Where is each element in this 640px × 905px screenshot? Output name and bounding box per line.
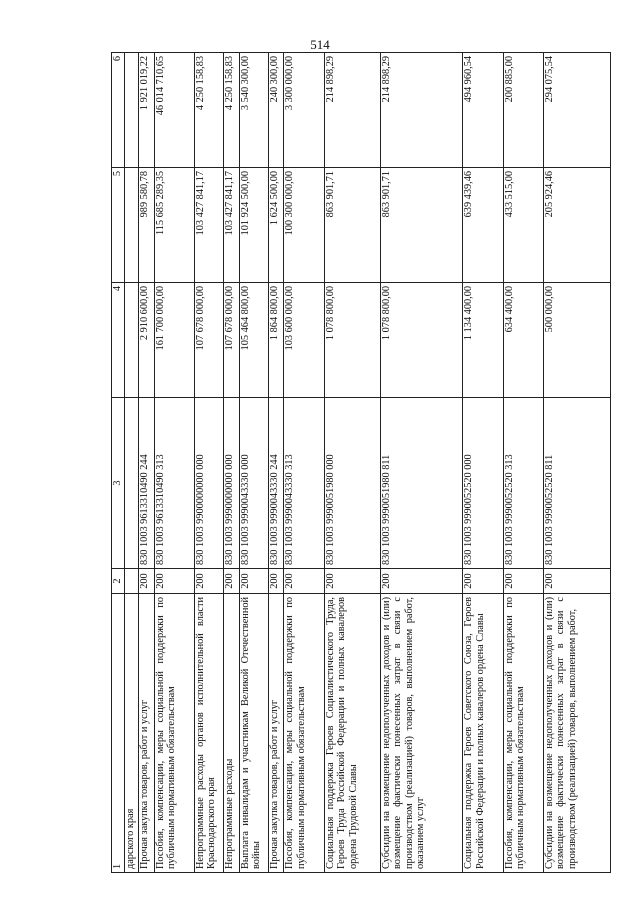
row-amount-diff: 4 250 158,83 [223,53,239,168]
row-amount-plan: 1 078 800,00 [324,283,380,398]
row-amount-diff: 214 898,29 [324,53,380,168]
table-row [380,53,463,873]
row-code: 200 [154,569,194,594]
row-amount-diff [125,53,139,168]
row-amount-exec: 989 580,78 [139,168,155,283]
table-row [194,53,223,873]
table-row [284,53,324,873]
table-row [268,53,284,873]
row-code: 200 [223,569,239,594]
column-header-1: 1 [112,594,125,873]
row-classification: 830 1003 9990051980 000 [324,398,380,569]
row-name: Прочая закупка товаров, работ и услуг [139,594,155,873]
row-classification: 830 1003 9990051980 811 [380,398,463,569]
row-classification: 830 1003 9990043330 313 [284,398,324,569]
table-row [139,53,155,873]
header-row [112,53,125,873]
row-amount-diff: 3 300 000,00 [284,53,324,168]
row-name: Субсидии на возмещение недополученных доходов и (или) возмещение фактически понесенных затрат в связи с производством (реализацией) товаров, выполнением работ, [543,594,610,873]
row-name: Пособия, компенсации, меры социальной поддержки по публичным нормативным обязательствам [503,594,543,873]
row-classification: 830 1003 9613310490 244 [139,398,155,569]
row-amount-exec [125,168,139,283]
row-name: Прочая закупка товаров, работ и услуг [268,594,284,873]
row-code: 200 [239,569,268,594]
row-name: Социальная поддержка Героев Советского Союза, Героев Российской Федерации и полных кавалеров ордена Славы [463,594,503,873]
row-amount-diff: 46 014 710,65 [154,53,194,168]
row-amount-plan [125,283,139,398]
row-amount-diff: 294 075,54 [543,53,610,168]
table-row [223,53,239,873]
row-classification: 830 1003 9990052520 811 [543,398,610,569]
row-name: дарского края [125,594,139,873]
row-amount-diff: 214 898,29 [380,53,463,168]
column-header-6: 6 [112,53,125,168]
row-amount-exec: 863 901,71 [324,168,380,283]
row-classification: 830 1003 9990052520 313 [503,398,543,569]
row-amount-exec: 205 924,46 [543,168,610,283]
row-amount-diff: 200 885,00 [503,53,543,168]
row-amount-diff: 4 250 158,83 [194,53,223,168]
row-amount-exec: 100 300 000,00 [284,168,324,283]
row-classification: 830 1003 9990000000 000 [223,398,239,569]
row-amount-plan: 2 910 600,00 [139,283,155,398]
row-code: 200 [139,569,155,594]
row-amount-plan: 107 678 000,00 [223,283,239,398]
row-amount-exec: 639 439,46 [463,168,503,283]
row-amount-diff: 1 921 019,22 [139,53,155,168]
row-amount-plan: 1 078 800,00 [380,283,463,398]
row-classification: 830 1003 9990043330 000 [239,398,268,569]
row-classification: 830 1003 9613310490 313 [154,398,194,569]
row-amount-plan: 500 000,00 [543,283,610,398]
row-amount-exec: 103 427 841,17 [194,168,223,283]
row-amount-exec: 433 515,00 [503,168,543,283]
row-amount-diff: 494 960,54 [463,53,503,168]
row-classification: 830 1003 9990052520 000 [463,398,503,569]
row-amount-plan: 161 700 000,00 [154,283,194,398]
column-header-2: 2 [112,569,125,594]
table-row [463,53,503,873]
row-amount-plan: 103 600 000,00 [284,283,324,398]
table-row [154,53,194,873]
row-classification: 830 1003 9900000000 000 [194,398,223,569]
row-amount-plan: 105 464 800,00 [239,283,268,398]
column-header-5: 5 [112,168,125,283]
row-code: 200 [284,569,324,594]
row-amount-exec: 863 901,71 [380,168,463,283]
rotated-table-container [111,56,611,873]
row-code: 200 [324,569,380,594]
table-row [324,53,380,873]
row-classification [125,398,139,569]
row-code: 200 [268,569,284,594]
row-code: 200 [543,569,610,594]
row-name: Социальная поддержка Героев Социалистического Труда, Героев Труда Российской Федерации и полных кавалеров ордена Трудовой Славы [324,594,380,873]
row-amount-plan: 634 400,00 [503,283,543,398]
row-amount-plan: 1 134 400,00 [463,283,503,398]
row-name: Пособия, компенсации, меры социальной поддержки по публичным нормативным обязательствам [154,594,194,873]
row-amount-exec: 1 624 500,00 [268,168,284,283]
page-number: 514 [310,37,330,52]
table-row [125,53,139,873]
row-classification: 830 1003 9990043330 244 [268,398,284,569]
table-row [543,53,610,873]
row-amount-exec: 103 427 841,17 [223,168,239,283]
row-amount-plan: 107 678 000,00 [194,283,223,398]
table-row [239,53,268,873]
row-name: Субсидии на возмещение недополученных доходов и (или) возмещение фактически понесенных затрат в связи с производством (реализацией) товаров, выполнением работ, оказанием услуг [380,594,463,873]
row-name: Непрограммные расходы [223,594,239,873]
row-amount-diff: 3 540 300,00 [239,53,268,168]
row-code [125,569,139,594]
column-header-3: 3 [112,398,125,569]
row-name: Пособия, компенсации, меры социальной поддержки по публичным нормативным обязательствам [284,594,324,873]
column-header-4: 4 [112,283,125,398]
row-code: 200 [503,569,543,594]
row-code: 200 [194,569,223,594]
row-code: 200 [463,569,503,594]
row-amount-exec: 115 685 289,35 [154,168,194,283]
row-code: 200 [380,569,463,594]
budget-table [111,52,611,873]
row-amount-plan: 1 864 800,00 [268,283,284,398]
table-row [503,53,543,873]
row-amount-exec: 101 924 500,00 [239,168,268,283]
row-amount-diff: 240 300,00 [268,53,284,168]
row-name: Непрограммные расходы органов исполнительной власти Краснодарского края [194,594,223,873]
row-name: Выплата инвалидам и участникам Великой Отечественной войны [239,594,268,873]
